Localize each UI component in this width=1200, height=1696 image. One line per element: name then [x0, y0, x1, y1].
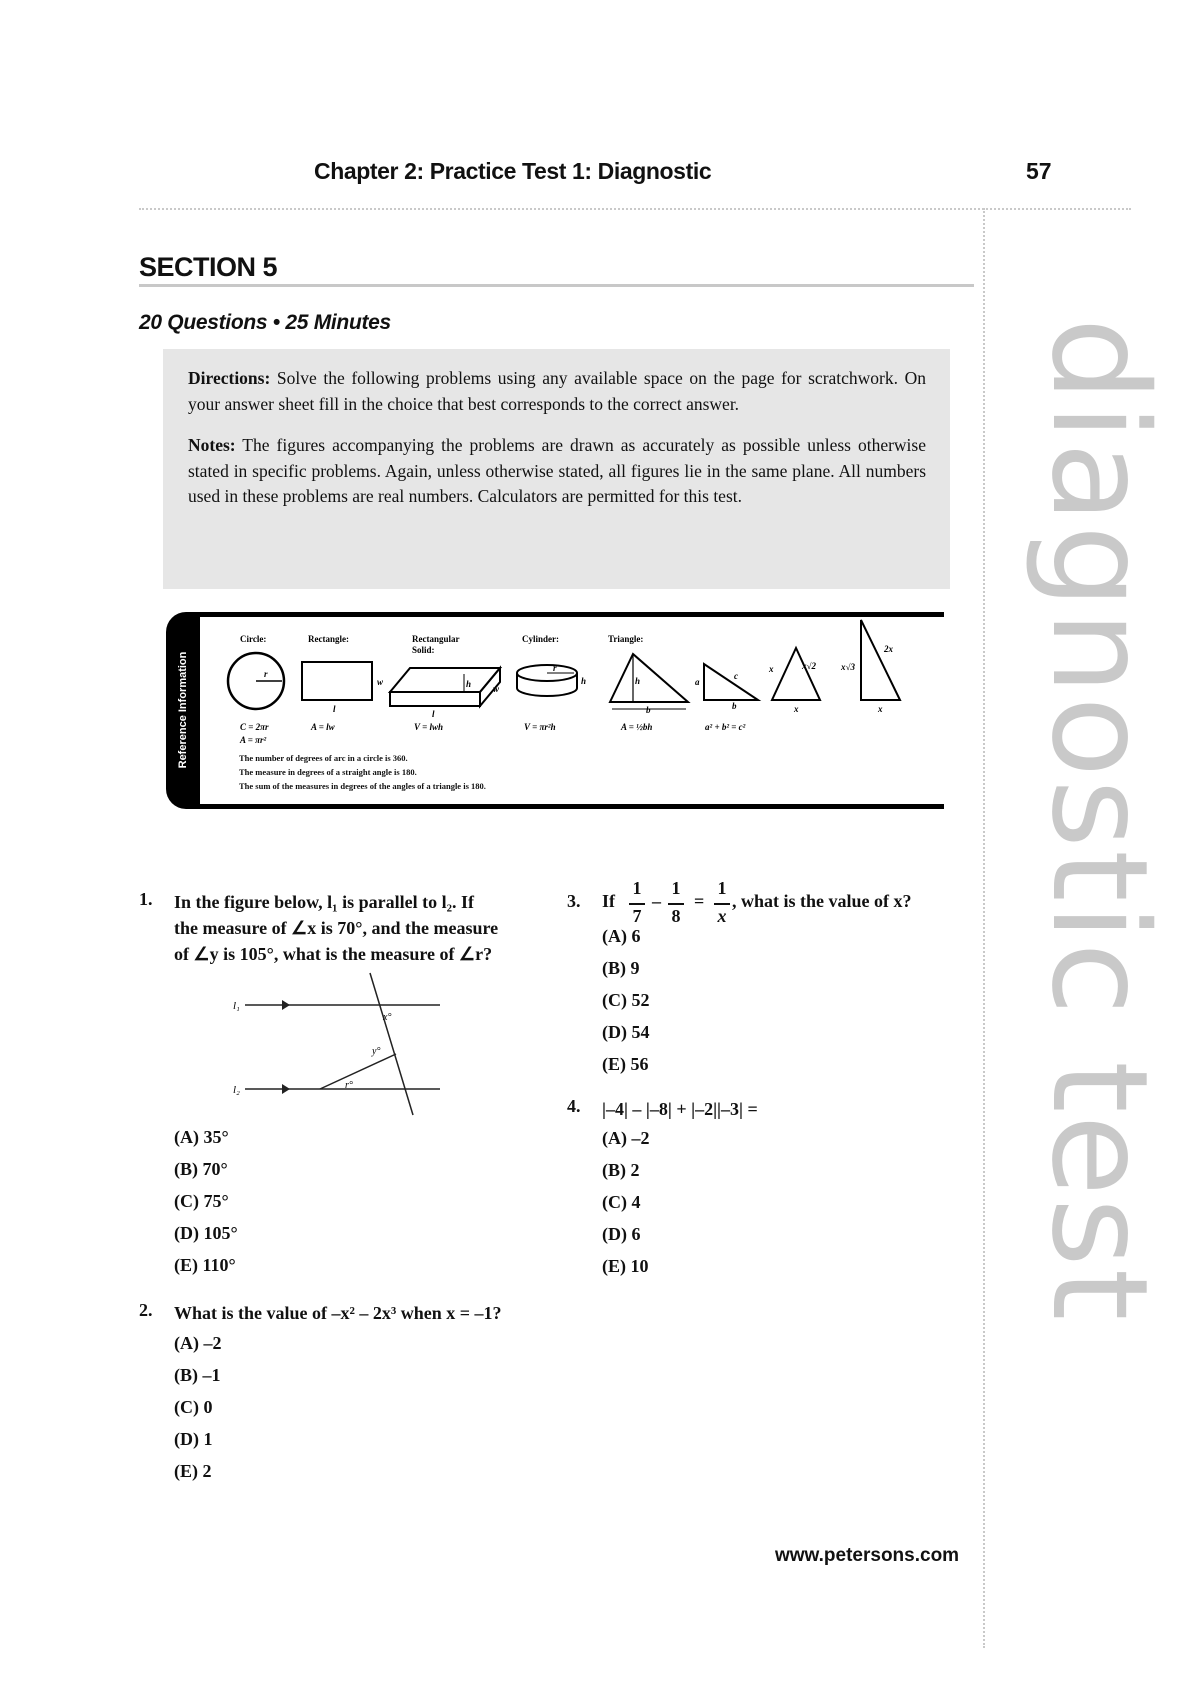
triangle-label: Triangle: — [608, 634, 644, 644]
q4-choice-b[interactable]: (B) 2 — [602, 1160, 640, 1180]
thirty-sixty-side-label: x√3 — [841, 662, 855, 672]
directions-box — [163, 349, 950, 589]
isosceles-x-label: x — [769, 664, 774, 674]
q1-choice-a[interactable]: (A) 35° — [174, 1127, 229, 1147]
q3-frac1-den: 7 — [632, 906, 642, 926]
solid-l-label: l — [432, 709, 435, 719]
q1-arrow-l1 — [282, 1000, 290, 1010]
solid-front — [390, 692, 480, 706]
cylinder-bottom — [517, 688, 577, 696]
right-triangle-shape — [704, 664, 758, 700]
q3-choice-a[interactable]: (A) 6 — [602, 926, 641, 946]
section-meta: 20 Questions • 25 Minutes — [139, 311, 391, 334]
q1-choice-b[interactable]: (B) 70° — [174, 1159, 228, 1179]
solid-formula: V = lwh — [414, 722, 443, 732]
q3-frac3-den: x — [717, 906, 727, 926]
q3-frac3-num: 1 — [717, 878, 727, 898]
cylinder-h-label: h — [581, 676, 587, 686]
solid-h-label: h — [466, 679, 472, 689]
solid-label-2: Solid: — [412, 645, 435, 655]
rectangle-shape — [302, 662, 372, 700]
page-number: 57 — [1026, 158, 1052, 184]
triangle-b-label: b — [646, 705, 651, 715]
q2-text: What is the value of –x² – 2x³ when x = –1? — [174, 1303, 502, 1323]
q3-frac1-num: 1 — [632, 878, 642, 898]
q3-choice-e[interactable]: (E) 56 — [602, 1054, 649, 1074]
chapter-title: Chapter 2: Practice Test 1: Diagnostic — [314, 158, 712, 184]
directions-paragraph — [188, 366, 926, 417]
reference-fact-3: The sum of the measures in degrees of the angles of a triangle is 180. — [239, 781, 486, 791]
section-rule — [139, 284, 974, 287]
rectangle-label: Rectangle: — [308, 634, 349, 644]
q3-equals: = — [694, 891, 705, 911]
triangle-h-label: h — [635, 676, 641, 686]
isosceles-right-triangle — [772, 648, 820, 700]
q3-choice-b[interactable]: (B) 9 — [602, 958, 640, 978]
q3-frac2-bar — [668, 903, 684, 905]
q4-choice-e[interactable]: (E) 10 — [602, 1256, 649, 1276]
q1-label-r: r° — [345, 1080, 353, 1091]
q1-text — [174, 889, 498, 967]
notes-text: The figures accompanying the problems are drawn as accurately as possible unless otherwise stated in specific problems. Again, unless otherwise stated, all figures lie in the same plane. All numbers used in these problems are real numbers. Calculators are permitted for this test. — [188, 435, 926, 506]
q1-choice-c[interactable]: (C) 75° — [174, 1191, 229, 1211]
q3-text — [602, 878, 962, 930]
reference-fact-1: The number of degrees of arc in a circle is 360. — [239, 753, 408, 763]
circle-label: Circle: — [240, 634, 267, 644]
q1-choice-d[interactable]: (D) 105° — [174, 1223, 238, 1243]
cylinder-label: Cylinder: — [522, 634, 559, 644]
q4-text: |–4| – |–8| + |–2||–3| = — [602, 1099, 758, 1119]
triangle-formula: A = ½bh — [621, 722, 653, 732]
q3-frac2-num: 1 — [671, 878, 681, 898]
q3-frac2-den: 8 — [671, 906, 681, 926]
q1-line-1: In the figure below, l₁ is parallel to l₂. If — [174, 892, 474, 912]
cylinder-formula: V = πr²h — [524, 722, 556, 732]
side-watermark: diagnostic test — [1022, 317, 1176, 1323]
circle-formula-c: C = 2πr — [240, 722, 269, 732]
q2-choice-c[interactable]: (C) 0 — [174, 1397, 213, 1417]
q3-number: 3. — [567, 891, 581, 911]
q2-choice-b[interactable]: (B) –1 — [174, 1365, 221, 1385]
reference-box — [166, 612, 944, 809]
solid-label: Rectangular — [412, 634, 460, 644]
q2-number: 2. — [139, 1300, 153, 1320]
q1-figure — [225, 963, 465, 1123]
notes-label: Notes: — [188, 435, 236, 455]
q1-label-l2: l₂ — [233, 1084, 240, 1096]
q1-label-x: x° — [383, 1012, 392, 1023]
thirty-sixty-2x-label: 2x — [884, 644, 893, 654]
rectangle-w-label: w — [377, 677, 384, 687]
q2-choice-a[interactable]: (A) –2 — [174, 1333, 222, 1353]
reference-figures — [166, 612, 944, 809]
q3-minus: – — [652, 891, 661, 911]
q1-label-l1: l₁ — [233, 1000, 240, 1012]
q3-tail: , what is the value of x? — [732, 891, 912, 911]
q2-choice-d[interactable]: (D) 1 — [174, 1429, 213, 1449]
triangle-shape — [610, 654, 688, 702]
q3-choice-c[interactable]: (C) 52 — [602, 990, 650, 1010]
pythagorean-formula: a² + b² = c² — [705, 722, 746, 732]
reference-tab-label: Reference Information — [177, 651, 189, 769]
q3-choice-d[interactable]: (D) 54 — [602, 1022, 650, 1042]
rectangle-formula: A = lw — [311, 722, 335, 732]
rectangle-l-label: l — [333, 704, 336, 714]
q4-choice-a[interactable]: (A) –2 — [602, 1128, 650, 1148]
q1-number: 1. — [139, 889, 153, 909]
circle-formula-a: A = πr² — [240, 735, 267, 745]
q1-transversal — [370, 973, 413, 1115]
reference-fact-2: The measure in degrees of a straight angle is 180. — [239, 767, 417, 777]
q1-line-3: of ∠y is 105°, what is the measure of ∠r? — [174, 944, 493, 964]
isosceles-side-label: x√2 — [802, 661, 816, 671]
margin-divider — [983, 208, 985, 1648]
q3-if: If — [602, 891, 615, 911]
q4-choice-d[interactable]: (D) 6 — [602, 1224, 641, 1244]
right-triangle-a-label: a — [695, 677, 700, 687]
q1-choice-e[interactable]: (E) 110° — [174, 1255, 236, 1275]
q2-choice-e[interactable]: (E) 2 — [174, 1461, 212, 1481]
footer-url[interactable]: www.petersons.com — [775, 1545, 960, 1566]
q1-segment — [320, 1054, 396, 1089]
right-triangle-b-label: b — [732, 701, 737, 711]
q4-choice-c[interactable]: (C) 4 — [602, 1192, 641, 1212]
section-title: SECTION 5 — [139, 252, 278, 282]
directions-text: Solve the following problems using any available space on the page for scratchwork. On your answer sheet fill in the choice that best corresponds to the correct answer. — [188, 368, 926, 414]
right-triangle-c-label: c — [734, 671, 738, 681]
q1-line-2: the measure of ∠x is 70°, and the measure — [174, 918, 499, 938]
solid-w-label: w — [493, 684, 500, 694]
q3-frac3-bar — [714, 903, 730, 905]
isosceles-bottom-label: x — [794, 704, 799, 714]
circle-r-label: r — [264, 669, 268, 679]
q3-frac1-bar — [629, 903, 645, 905]
thirty-sixty-triangle — [861, 620, 900, 700]
q4-number: 4. — [567, 1096, 581, 1116]
thirty-sixty-x-label: x — [878, 704, 883, 714]
notes-paragraph — [188, 433, 926, 510]
q1-label-y: y° — [372, 1046, 381, 1057]
cylinder-r-label: r — [553, 663, 557, 673]
directions-label: Directions: — [188, 368, 271, 388]
q1-arrow-l2 — [282, 1084, 290, 1094]
